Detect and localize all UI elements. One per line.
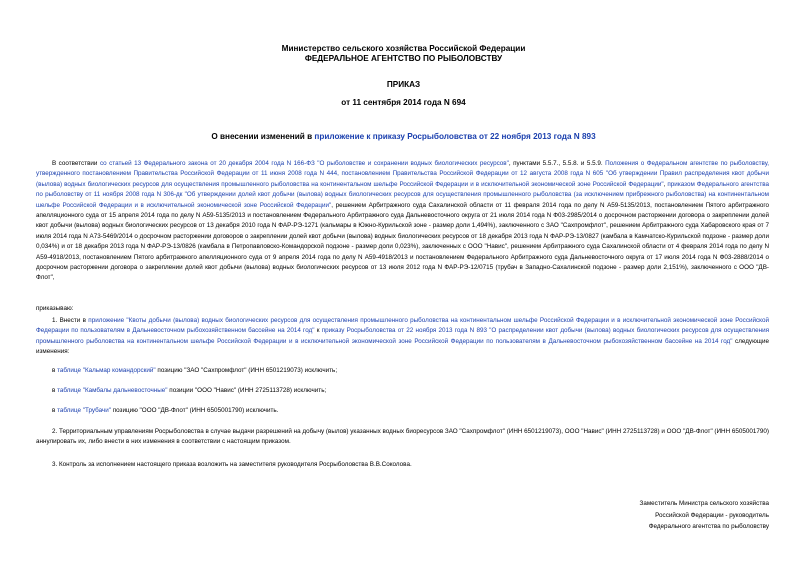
- subitem-text: позиции "ООО "Навис" (ИНН 2725113728) исключить;: [167, 387, 327, 394]
- preamble-text-4: , решением Арбитражного суда Сахалинской области от 11 февраля 2014 года по делу N А59-5135/2013, постановлением Пятого арбитражного апелляционного суда от 15 апреля 2014 года по делу N А59-5135/2013 и постановлением Федерального Арбитражного суда Дальневосточного округа от 21 июля 2014 года N Ф03-2985/2014 о досрочном расторжении договора о закреплении долей квот добычи (вылова) водных биологических ресурсов от 13 декабря 2010 года N ФАР-РЭ-1271 (кальмары в Южно-Курильской зоне - размер доли 1,494%), заключенного с ЗАО "Сахпромфлот", решением Арбитражного суда Хабаровского края от 7 июля 2014 года N А73-5469/2014 о досрочном расторжении договоров о закреплении долей квот добычи (вылова) водных биологических ресурсов от 18 декабря 2013 года N ФАР-РЭ-13/0827 (камбала в Камчатско-Курильской подзоне - размер доли 0,034%) и от 18 декабря 2013 года N ФАР-РЭ-13/0826 (камбала в Петропавловско-Командорской подзоне - размер доли 0,023%), заключенных с ООО "Навис", решением Арбитражного суда Сахалинской области от 4 февраля 2014 года по делу N А59-4918/2013, постановлением Пятого арбитражного апелляционного суда от 9 апреля 2014 года по делу N А59-4918/2013 и постановлением Федерального Арбитражного суда Дальневосточного округа от 17 июля 2014 года N Ф03-2888/2014 о досрочном расторжении договора о закреплении долей квот добычи (вылова) водных биологических ресурсов от 13 июля 2012 года N ФАР-РЭ-12/0715 (трубач в Западно-Сахалинской подзоне - размер доли 2,151%), заключенного с ООО "ДВ-Флот",: [36, 201, 769, 282]
- subitem-whelk: [52, 406, 278, 416]
- agency-heading: ФЕДЕРАЛЬНОЕ АГЕНТСТВО ПО РЫБОЛОВСТВУ: [304, 54, 503, 63]
- item3-text: 3. Контроль за исполнением настоящего приказа возложить на заместителя руководителя Росрыболовства В.В.Соколова.: [52, 461, 412, 468]
- item1-text-3: следующие изменения:: [36, 337, 769, 356]
- signature-line-2: Российской Федерации - руководитель: [655, 511, 769, 519]
- preamble-text-1: В соответствии: [52, 160, 100, 167]
- subitem-prefix: в: [52, 407, 58, 414]
- item-3: [36, 460, 769, 470]
- table-whelk-link[interactable]: таблице "Трубачи": [57, 407, 111, 414]
- law-article-link[interactable]: со статьей 13 Федерального закона от 20 декабря 2004 года N 166-ФЗ "О рыболовстве и сохранении водных биологических ресурсов": [99, 160, 509, 167]
- agency-order-link[interactable]: приказом Федерального агентства по рыболовству от 11 ноября 2008 года N 306-дк "Об утверждении долей квот добычи (вылова) водных биологических ресурсов для осуществления промышленного рыболовства (за исключением прибрежного рыболовства) на континентальном шельфе Российской Федерации и в исключительной экономической зоне Российской Федерации": [36, 180, 769, 209]
- item2-text: 2. Территориальным управлениям Росрыболовства в случае выдачи разрешений на добычу (вылов) указанных водных биоресурсов ЗАО "Сахпромфлот" (ИНН 6501219073), ООО "Навис" (ИНН 2725113728) и ООО "ДВ-Флот" (ИНН 6505001790) аннулировать их, либо внести в них изменения в соответствии с настоящим приказом.: [36, 428, 770, 446]
- document-type: ПРИКАЗ: [386, 80, 421, 89]
- subitem-squid: [52, 366, 337, 376]
- preamble-text-3: ,: [663, 180, 668, 188]
- subitem-prefix: в: [52, 387, 58, 394]
- subitem-text: позицию "ООО "ДВ-Флот" (ИНН 6505001790) исключить.: [110, 407, 279, 414]
- document-date-number: от 11 сентября 2014 года N 694: [341, 98, 466, 107]
- order-893-link[interactable]: приказу Росрыболовства от 22 ноября 2013 года N 893 "О распределении квот добычи (вылова) водных биологических ресурсов для осуществления промышленного рыболовства на континентальном шельфе Российской Федерации и в исключительной экономической зоне Российской Федерации по пользователям в Дальневосточном рыбохозяйственном бассейне на 2014 год": [36, 327, 770, 345]
- signature-line-3: Федерального агентства по рыболовству: [648, 523, 769, 530]
- appendix-link[interactable]: приложение "Квоты добычи (вылова) водных биологических ресурсов для осуществления промышленного рыболовства на континентальном шельфе Российской Федерации и в исключительной экономической зоне Российской Федерации по пользователям в Дальневосточном рыбохозяйственном бассейне на 2014 год": [36, 317, 769, 335]
- order-word: приказываю:: [36, 305, 74, 312]
- regulation-link[interactable]: Положения о Федеральном агентстве по рыболовству, утвержденного постановлением Правительства Российской Федерации от 11 июня 2008 года N 444, постановлением Правительства Российской Федерации от 12 августа 2008 года N 605 "Об утверждении Правил распределения квот добычи (вылова) водных биологических ресурсов для осуществления промышленного рыболовства на континентальном шельфе Российской Федерации и в исключительной экономической зоне Российской Федерации": [36, 160, 769, 188]
- document-subject: [0, 132, 807, 141]
- subitem-flounder: [52, 386, 326, 396]
- subitem-prefix: в: [52, 367, 58, 374]
- subject-prefix: О внесении изменений в: [211, 132, 315, 141]
- item1-text-1: 1. Внести в: [52, 317, 89, 324]
- subitem-text: позицию "ЗАО "Сахпромфлот" (ИНН 6501219073) исключить;: [155, 367, 338, 374]
- signature-line-1: Заместитель Министра сельского хозяйства: [639, 500, 769, 507]
- ministry-heading: Министерство сельского хозяйства Российской Федерации: [281, 44, 526, 53]
- subject-link[interactable]: приложение к приказу Росрыболовства от 22 ноября 2013 года N 893: [314, 132, 596, 141]
- item-2: [36, 427, 769, 448]
- item-1: [36, 316, 769, 358]
- table-flounder-link[interactable]: таблице "Камбалы дальневосточные": [57, 387, 168, 394]
- item1-text-2: к: [314, 327, 322, 335]
- preamble: [36, 159, 769, 284]
- signature-block: [640, 498, 769, 533]
- table-squid-link[interactable]: таблице "Кальмар командорский": [57, 367, 156, 374]
- preamble-text-2: , пунктами 5.5.7., 5.5.8. и 5.5.9.: [508, 160, 606, 167]
